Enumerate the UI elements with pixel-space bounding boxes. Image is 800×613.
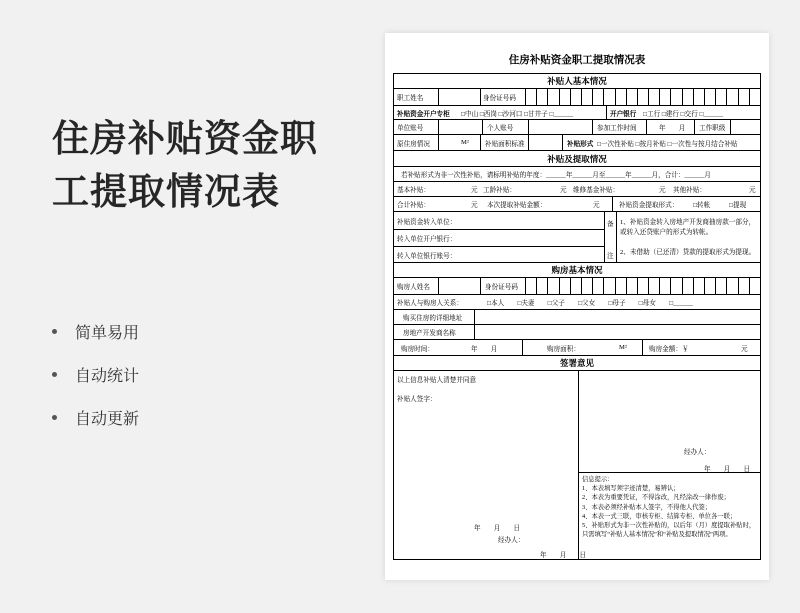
note-line: 3、本表必须经补贴本人签字，不得他人代签； xyxy=(582,503,712,511)
unit-label: 元 xyxy=(741,345,748,353)
section-header: 购房基本情况 xyxy=(394,263,760,278)
unit-label: M² xyxy=(461,139,469,146)
field-label: 基本补贴： xyxy=(397,187,430,194)
feature-list xyxy=(52,310,139,439)
feature-item xyxy=(52,310,139,353)
field-label: 参加工作时间 xyxy=(597,125,637,132)
unit-label: 元 xyxy=(471,187,478,194)
field-label: 转入单位银行账号： xyxy=(397,253,457,260)
form-row xyxy=(394,278,760,295)
note-label: 备 xyxy=(607,221,614,228)
field-label: 购买住房的详细地址 xyxy=(403,315,463,322)
field-label: 身份证号码 xyxy=(485,284,518,291)
feature-item xyxy=(52,353,139,396)
field-label: 补贴资金提取形式： xyxy=(619,202,679,209)
form-row xyxy=(394,340,760,356)
form-row xyxy=(394,135,760,151)
unit-label: 元 xyxy=(749,187,756,194)
field-label: 合计补贴： xyxy=(397,202,430,209)
section-header: 补贴人基本情况 xyxy=(394,74,760,89)
field-label: 转入单位开户银行： xyxy=(397,236,457,243)
id-number-boxes xyxy=(525,89,760,105)
field-label: 开户银行 xyxy=(610,110,637,118)
date-label: 年 月 日 xyxy=(540,552,587,559)
field-label: 补贴面积标准 xyxy=(485,140,525,148)
field-option: □转帐 xyxy=(693,202,711,209)
unit-label: 元 xyxy=(560,187,567,194)
note-line: 1、本表填写须字迹清楚，易辨认； xyxy=(582,485,680,493)
unit-label: 元 xyxy=(659,187,666,194)
field-label: 单位账号 xyxy=(397,125,424,132)
form-row xyxy=(394,182,760,197)
date-label: 年 月 日 xyxy=(474,525,521,532)
bullet-icon xyxy=(52,329,57,334)
document-preview xyxy=(385,33,769,580)
field-label: 补贴资金开户专柜 xyxy=(397,110,450,118)
field-label: 购房金额：￥ xyxy=(649,345,689,353)
field-label: 房地产开发商名称 xyxy=(403,330,456,337)
hero xyxy=(52,112,352,218)
feature-item xyxy=(52,396,139,439)
agreement-text: 以上信息补贴人清楚并同意 xyxy=(397,377,477,384)
form-row xyxy=(394,89,760,106)
form-row xyxy=(394,295,760,310)
section-header: 签署意见 xyxy=(394,356,760,371)
note-line: 4、本表一式三联，审核专柜、结算专柜、单位各一联； xyxy=(582,512,737,520)
handler-label: 经办人： xyxy=(684,449,711,456)
note-line: 5、补贴形式为非一次性补贴的，以后年（月）度提取补贴时，只需填写“补贴人基本情况”和“补贴及提取情况”两项。 xyxy=(582,522,756,539)
signature-block xyxy=(394,371,760,560)
section-header: 补贴及提取情况 xyxy=(394,151,760,167)
field-label: 个人账号 xyxy=(487,125,514,132)
field-options: □一次性补贴 □按月补贴 □一次性与按月结合补贴 xyxy=(597,140,738,148)
note-line: 2、本表为重要凭证，不得涂改，凡经涂改一律作废； xyxy=(582,494,730,502)
field-option: □提现 xyxy=(729,202,747,209)
field-value: 年 月 xyxy=(471,345,498,353)
field-label: 身份证号码 xyxy=(483,95,516,102)
field-options: □本人 □夫妻 □父子 □父女 □母子 □母女 □______ xyxy=(487,300,693,307)
signature-label: 补贴人签字： xyxy=(397,396,437,403)
field-label: 若补贴形式为非一次性补贴，请标明补贴的年度：______年______月至______年______月，合计：______月 xyxy=(401,172,711,179)
handler-label: 经办人： xyxy=(498,537,525,544)
field-options: □中山 □西岗 □沙河口 □甘井子 □______ xyxy=(461,110,574,118)
field-value: 年 月 xyxy=(659,125,686,132)
note-label: 注 xyxy=(607,253,614,260)
date-label: 年 月 日 xyxy=(704,466,751,473)
form-row xyxy=(394,310,760,325)
field-label: 其他补贴： xyxy=(673,187,706,194)
unit-label: 元 xyxy=(593,202,600,209)
form-table xyxy=(393,73,761,560)
notes-title: 信息提示： xyxy=(582,476,614,483)
feature-label: 自动更新 xyxy=(75,409,140,428)
document-title: 住房补贴资金职工提取情况表 xyxy=(508,54,646,66)
form-row xyxy=(394,325,760,340)
bullet-icon xyxy=(52,372,57,377)
field-label: 补贴资金转入单位： xyxy=(397,219,457,226)
form-row xyxy=(394,197,760,212)
field-label: 本次提取补贴金额： xyxy=(487,202,547,209)
field-label: 补贴人与购房人关系： xyxy=(397,300,463,307)
field-label: 购房人姓名 xyxy=(397,284,430,291)
feature-label: 简单易用 xyxy=(75,323,140,342)
id-number-boxes xyxy=(525,278,760,294)
note-text: 1、补贴资金转入房地产开发商抽房款一部分，或转入还贷账户的形式为转帐。 xyxy=(620,219,756,236)
notes-box xyxy=(582,475,756,539)
form-row xyxy=(394,120,760,135)
field-label: 维修基金补贴： xyxy=(573,187,620,194)
unit-label: M² xyxy=(619,344,627,351)
field-label: 补贴形式 xyxy=(567,140,594,148)
hero-title: 住房补贴资金职工提取情况表 xyxy=(52,117,318,213)
bullet-icon xyxy=(52,415,57,420)
form-row xyxy=(394,167,760,182)
field-options: □工行 □建行 □交行 □______ xyxy=(643,110,724,118)
field-label: 原住房情况 xyxy=(397,140,430,148)
field-label: 职工姓名 xyxy=(397,95,424,102)
feature-label: 自动统计 xyxy=(75,366,140,385)
form-block xyxy=(394,212,760,263)
field-label: 工龄补贴： xyxy=(483,187,516,194)
note-text: 2、未借助（已还清）贷款的提取形式为提现。 xyxy=(620,249,756,256)
field-label: 购房时间： xyxy=(401,345,434,353)
field-label: 购房面积： xyxy=(547,345,580,353)
unit-label: 元 xyxy=(471,202,478,209)
form-row xyxy=(394,106,760,120)
field-label: 工作职级 xyxy=(699,125,726,132)
